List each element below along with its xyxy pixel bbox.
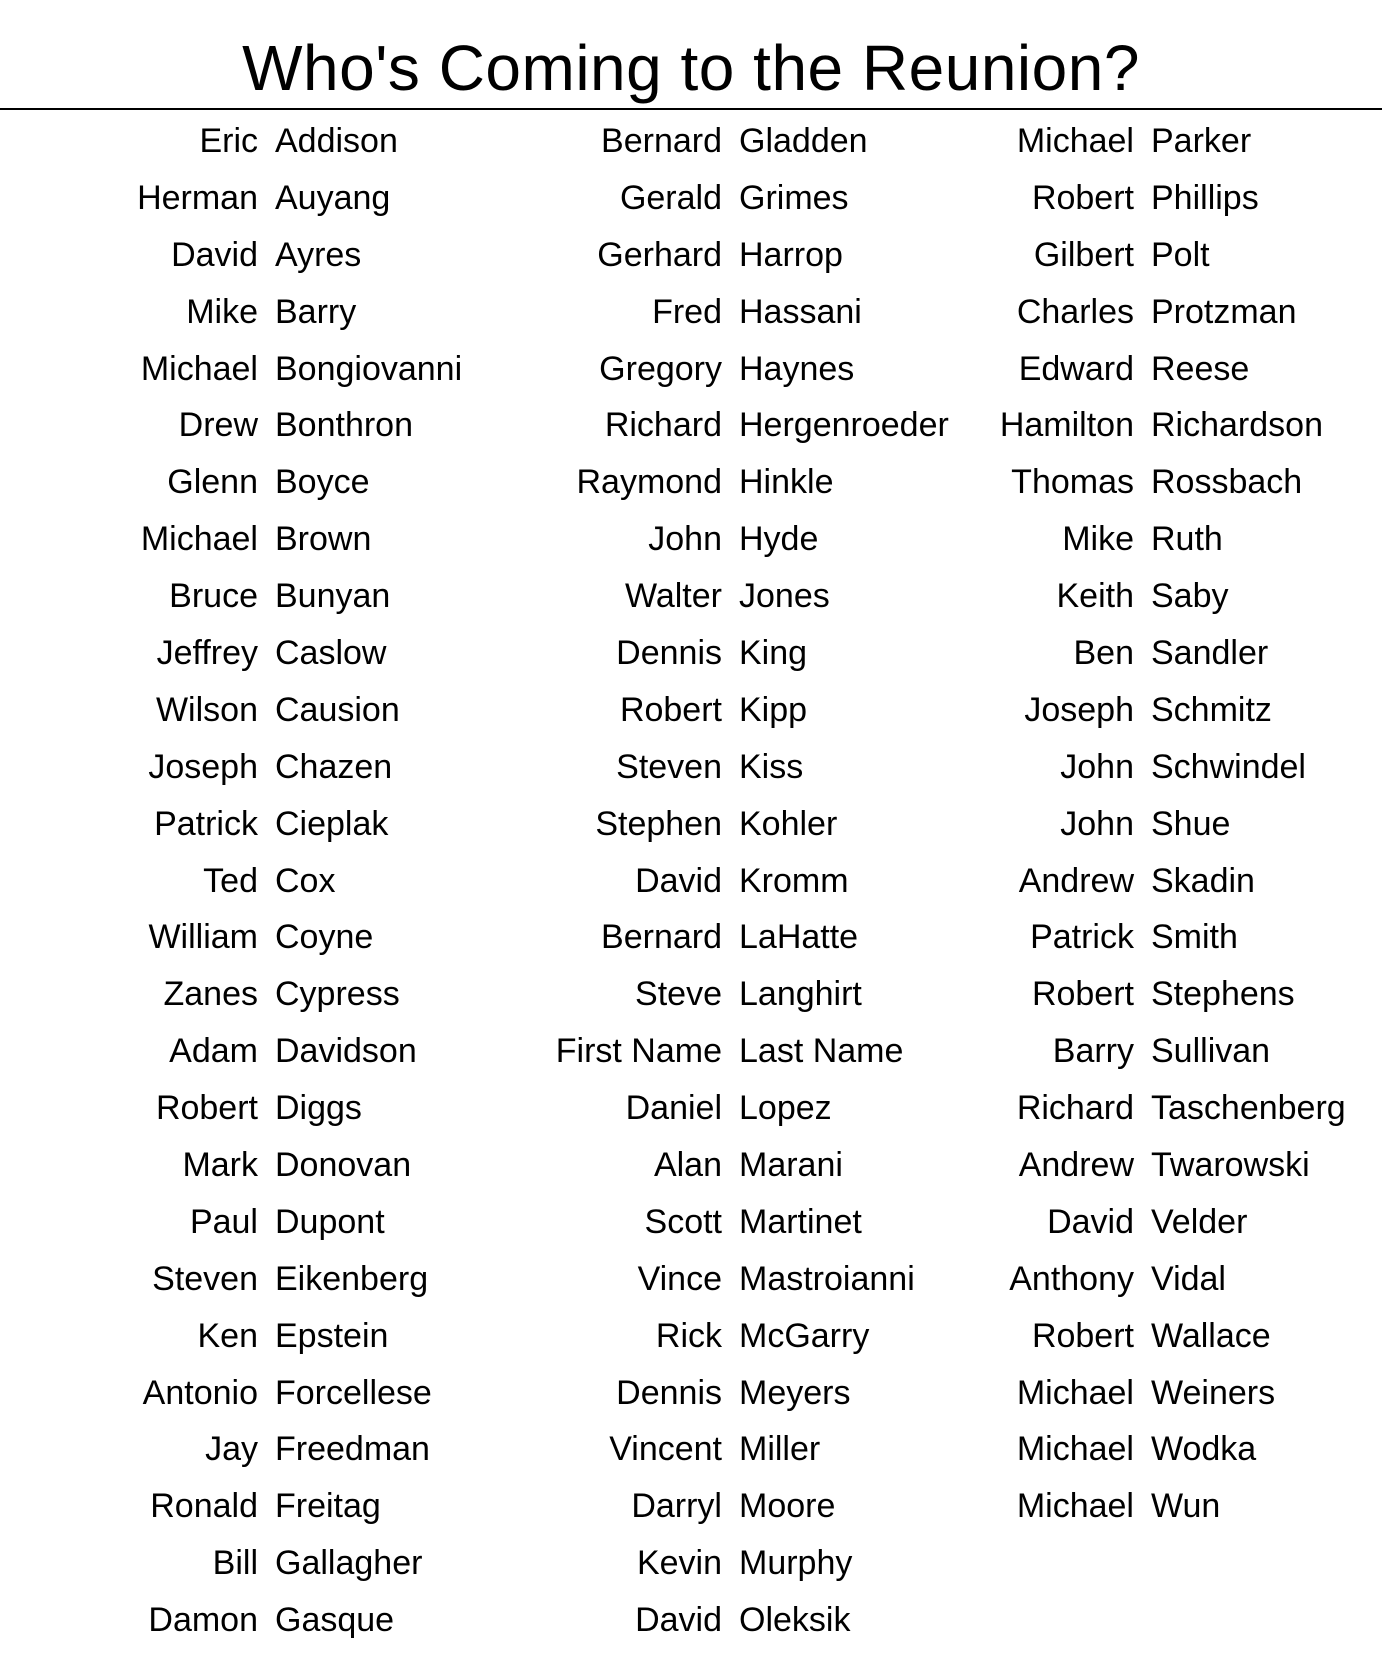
- last-name: Chazen: [275, 747, 393, 786]
- first-name: Robert: [1031, 1316, 1134, 1355]
- last-name: Rossbach: [1151, 463, 1303, 502]
- last-name: Hyde: [739, 520, 819, 559]
- last-name: Haynes: [739, 349, 855, 388]
- first-name: Steve: [635, 975, 722, 1014]
- first-name: Richard: [604, 406, 722, 445]
- last-name: Miller: [739, 1430, 821, 1469]
- first-name: First Name: [555, 1032, 722, 1071]
- first-name: Edward: [1018, 349, 1134, 388]
- last-name: Freedman: [275, 1430, 430, 1469]
- first-name: Gregory: [599, 349, 722, 388]
- last-name: Martinet: [739, 1202, 862, 1241]
- first-name: Jeffrey: [156, 634, 258, 673]
- list-item: [0, 1535, 1382, 1592]
- first-name: Robert: [619, 690, 722, 729]
- first-name: Michael: [1016, 122, 1134, 160]
- list-item: [0, 1194, 1382, 1251]
- first-name: Stephen: [595, 804, 722, 843]
- first-name: Dennis: [616, 634, 722, 673]
- list-item: [0, 966, 1382, 1023]
- last-name: Caslow: [275, 634, 387, 673]
- last-name: Phillips: [1151, 178, 1259, 217]
- last-name: Smith: [1151, 918, 1238, 957]
- list-item: [0, 511, 1382, 568]
- last-name: Gallagher: [275, 1544, 423, 1583]
- first-name: Robert: [1031, 975, 1134, 1014]
- last-name: Brown: [275, 520, 372, 559]
- last-name: Schwindel: [1151, 747, 1306, 786]
- last-name: Donovan: [275, 1146, 412, 1185]
- list-item: [0, 1080, 1382, 1137]
- list-item: [0, 909, 1382, 966]
- first-name: Adam: [169, 1032, 258, 1071]
- last-name: Addison: [275, 122, 398, 160]
- first-name: Mike: [186, 292, 258, 331]
- last-name: Velder: [1151, 1202, 1248, 1241]
- first-name: Paul: [189, 1202, 258, 1241]
- first-name: Keith: [1056, 577, 1134, 616]
- last-name: Shue: [1151, 804, 1231, 843]
- last-name: Murphy: [739, 1544, 853, 1583]
- first-name: Michael: [140, 520, 258, 559]
- last-name: Diggs: [275, 1089, 362, 1128]
- last-name: Eikenberg: [275, 1259, 429, 1298]
- list-item: [0, 1365, 1382, 1422]
- first-name: John: [1060, 804, 1134, 843]
- list-item: [0, 1023, 1382, 1080]
- first-name: David: [635, 861, 722, 900]
- first-name: Ken: [197, 1316, 258, 1355]
- last-name: McGarry: [739, 1316, 870, 1355]
- last-name: Marani: [739, 1146, 843, 1185]
- last-name: Wallace: [1151, 1316, 1271, 1355]
- list-item: [0, 739, 1382, 796]
- last-name: Bongiovanni: [275, 349, 463, 388]
- list-item: [0, 682, 1382, 739]
- last-name: Auyang: [275, 178, 391, 217]
- list-item: [0, 1308, 1382, 1365]
- first-name: Michael: [140, 349, 258, 388]
- first-name: Gerald: [619, 178, 722, 217]
- first-name: Mike: [1062, 520, 1134, 559]
- last-name: King: [739, 634, 808, 673]
- first-name: Herman: [137, 178, 258, 217]
- last-name: Jones: [739, 577, 830, 616]
- last-name: Weiners: [1151, 1373, 1276, 1412]
- first-name: Michael: [1016, 1487, 1134, 1526]
- last-name: Bunyan: [275, 577, 391, 616]
- page-title: Who's Coming to the Reunion?: [242, 32, 1140, 104]
- first-name: Hamilton: [999, 406, 1134, 445]
- first-name: Ben: [1073, 634, 1134, 673]
- last-name: Cypress: [275, 975, 400, 1014]
- first-name: Ronald: [150, 1487, 258, 1526]
- list-item: [0, 1251, 1382, 1308]
- last-name: Harrop: [739, 235, 843, 274]
- first-name: William: [148, 918, 258, 957]
- last-name: Saby: [1151, 577, 1229, 616]
- list-item: [0, 397, 1382, 454]
- last-name: Cieplak: [275, 804, 389, 843]
- last-name: Freitag: [275, 1487, 381, 1526]
- first-name: David: [171, 235, 258, 274]
- last-name: Oleksik: [739, 1601, 851, 1640]
- last-name: Richardson: [1151, 406, 1323, 445]
- last-name: Bonthron: [275, 406, 413, 445]
- first-name: Rick: [655, 1316, 722, 1355]
- first-name: Robert: [155, 1089, 258, 1128]
- first-name: David: [1047, 1202, 1134, 1241]
- first-name: Andrew: [1018, 861, 1134, 900]
- last-name: Wodka: [1151, 1430, 1257, 1469]
- first-name: Michael: [1016, 1430, 1134, 1469]
- last-name: Polt: [1151, 235, 1210, 274]
- last-name: Last Name: [739, 1032, 904, 1071]
- list-item: [0, 1421, 1382, 1478]
- first-name: Darryl: [631, 1487, 722, 1526]
- last-name: Schmitz: [1151, 690, 1272, 729]
- last-name: Stephens: [1151, 975, 1295, 1014]
- first-name: Eric: [199, 122, 258, 160]
- list-item: [0, 796, 1382, 853]
- last-name: Langhirt: [739, 975, 862, 1014]
- last-name: Taschenberg: [1151, 1089, 1346, 1128]
- list-item: [0, 625, 1382, 682]
- first-name: Gilbert: [1033, 235, 1134, 274]
- first-name: Anthony: [1009, 1259, 1134, 1298]
- first-name: Patrick: [154, 804, 258, 843]
- last-name: Lopez: [739, 1089, 832, 1128]
- last-name: Moore: [739, 1487, 836, 1526]
- last-name: Kohler: [739, 804, 838, 843]
- first-name: Patrick: [1030, 918, 1134, 957]
- last-name: LaHatte: [739, 918, 859, 957]
- last-name: Dupont: [275, 1202, 385, 1241]
- first-name: Steven: [616, 747, 722, 786]
- first-name: Vincent: [609, 1430, 722, 1469]
- first-name: Wilson: [155, 690, 258, 729]
- last-name: Grimes: [739, 178, 849, 217]
- first-name: Bruce: [169, 577, 258, 616]
- first-name: Ted: [203, 861, 258, 900]
- list-item: [0, 1592, 1382, 1649]
- first-name: Damon: [148, 1601, 258, 1640]
- last-name: Kromm: [739, 861, 849, 900]
- list-item: [0, 1137, 1382, 1194]
- first-name: Kevin: [636, 1544, 722, 1583]
- first-name: Daniel: [625, 1089, 722, 1128]
- last-name: Gasque: [275, 1601, 395, 1640]
- last-name: Mastroianni: [739, 1259, 915, 1298]
- first-name: John: [1060, 747, 1134, 786]
- first-name: Walter: [625, 577, 722, 616]
- first-name: Drew: [178, 406, 258, 445]
- last-name: Cox: [275, 861, 336, 900]
- last-name: Ruth: [1151, 520, 1223, 559]
- last-name: Hergenroeder: [739, 406, 949, 445]
- first-name: Glenn: [167, 463, 258, 502]
- last-name: Meyers: [739, 1373, 851, 1412]
- last-name: Parker: [1151, 122, 1252, 160]
- first-name: Dennis: [616, 1373, 722, 1412]
- list-item: [0, 227, 1382, 284]
- last-name: Kiss: [739, 747, 804, 786]
- first-name: Barry: [1052, 1032, 1134, 1071]
- list-item: [0, 1478, 1382, 1535]
- first-name: Jay: [205, 1430, 258, 1469]
- first-name: Alan: [653, 1146, 722, 1185]
- first-name: Gerhard: [597, 235, 722, 274]
- first-name: Thomas: [1011, 463, 1134, 502]
- last-name: Wun: [1151, 1487, 1221, 1526]
- last-name: Forcellese: [275, 1373, 432, 1412]
- last-name: Sandler: [1151, 634, 1269, 673]
- last-name: Causion: [275, 690, 400, 729]
- first-name: Andrew: [1018, 1146, 1134, 1185]
- last-name: Barry: [275, 292, 357, 331]
- list-item: [0, 113, 1382, 170]
- last-name: Protzman: [1151, 292, 1297, 331]
- title-divider: [0, 108, 1382, 110]
- last-name: Vidal: [1151, 1259, 1226, 1298]
- list-item: [0, 284, 1382, 341]
- first-name: Raymond: [576, 463, 722, 502]
- first-name: Vince: [637, 1259, 722, 1298]
- last-name: Skadin: [1151, 861, 1255, 900]
- first-name: Michael: [1016, 1373, 1134, 1412]
- first-name: Bernard: [601, 918, 722, 957]
- first-name: Fred: [652, 292, 722, 331]
- last-name: Twarowski: [1151, 1146, 1310, 1185]
- first-name: Steven: [152, 1259, 258, 1298]
- last-name: Reese: [1151, 349, 1250, 388]
- last-name: Kipp: [739, 690, 808, 729]
- list-item: [0, 341, 1382, 398]
- name-column: [0, 113, 1382, 1535]
- first-name: John: [648, 520, 722, 559]
- first-name: Bill: [212, 1544, 258, 1583]
- last-name: Ayres: [275, 235, 362, 274]
- first-name: David: [635, 1601, 722, 1640]
- first-name: Joseph: [1024, 690, 1134, 729]
- first-name: Scott: [644, 1202, 722, 1241]
- first-name: Antonio: [142, 1373, 258, 1412]
- last-name: Hinkle: [739, 463, 834, 502]
- first-name: Robert: [1031, 178, 1134, 217]
- last-name: Boyce: [275, 463, 370, 502]
- last-name: Davidson: [275, 1032, 417, 1071]
- list-item: [0, 568, 1382, 625]
- last-name: Epstein: [275, 1316, 389, 1355]
- last-name: Hassani: [739, 292, 862, 331]
- list-item: [0, 454, 1382, 511]
- first-name: Joseph: [148, 747, 258, 786]
- last-name: Coyne: [275, 918, 374, 957]
- first-name: Bernard: [601, 122, 722, 160]
- first-name: Mark: [182, 1146, 258, 1185]
- first-name: Zanes: [163, 975, 258, 1014]
- last-name: Sullivan: [1151, 1032, 1271, 1071]
- first-name: Richard: [1016, 1089, 1134, 1128]
- list-item: [0, 853, 1382, 910]
- first-name: Charles: [1016, 292, 1134, 331]
- last-name: Gladden: [739, 122, 868, 160]
- list-item: [0, 170, 1382, 227]
